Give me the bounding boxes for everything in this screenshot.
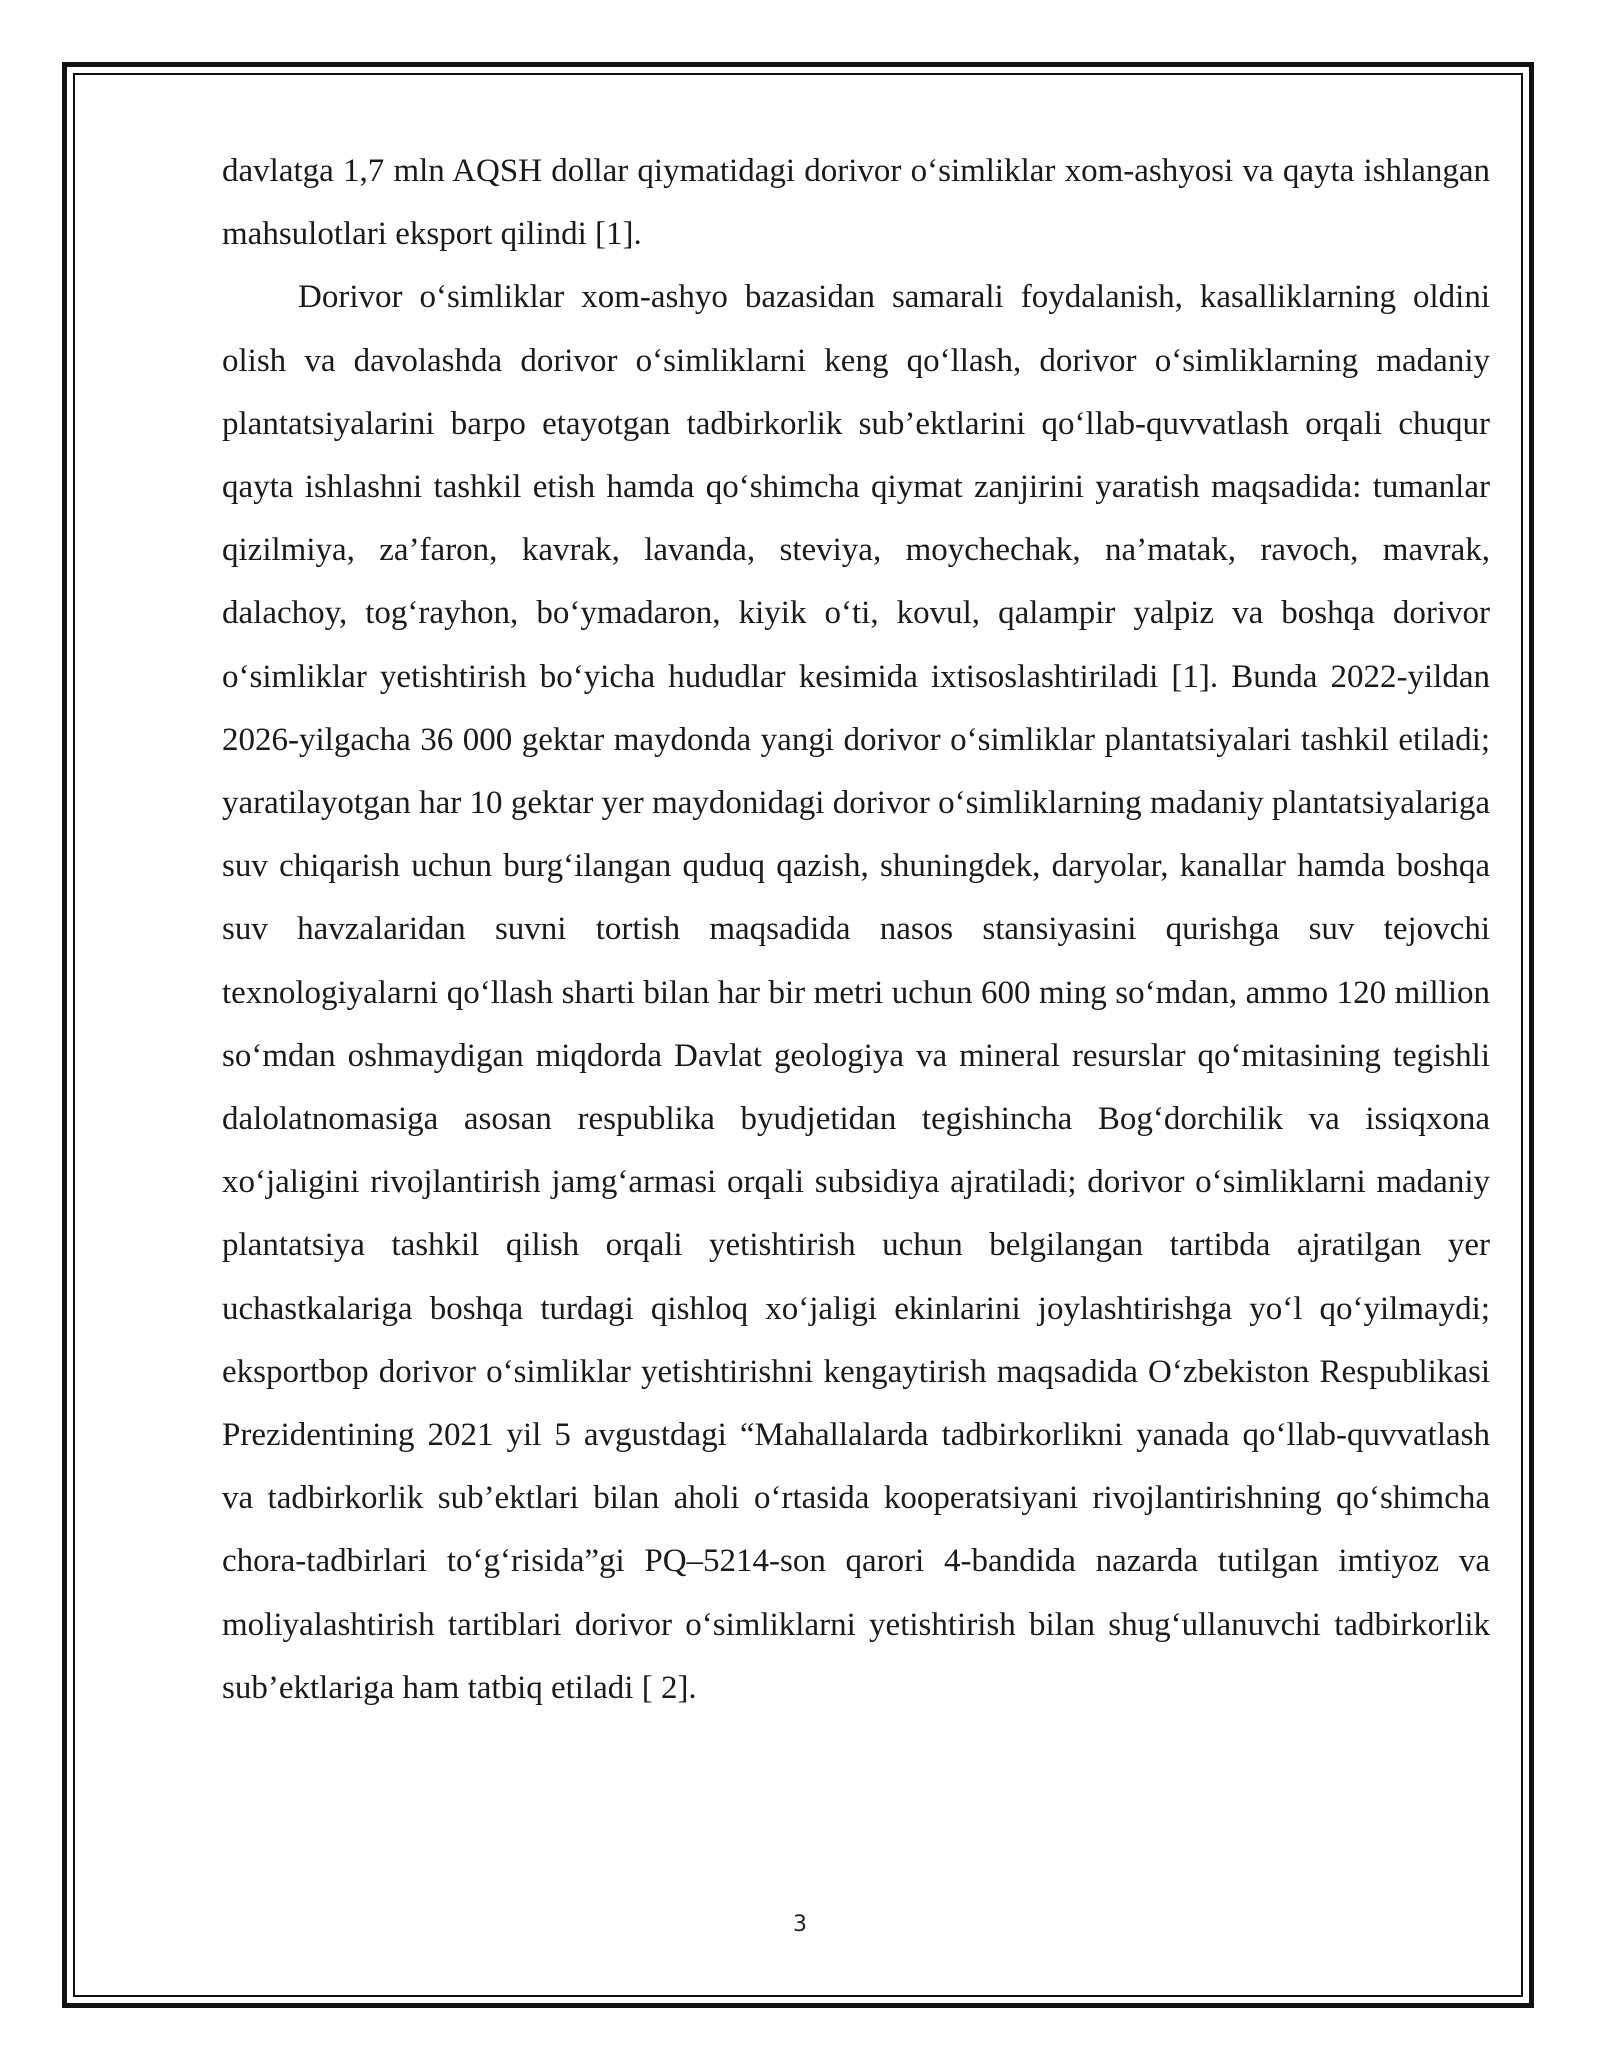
paragraph-export-summary: davlatga 1,7 mln AQSH dollar qiymatidagi dorivor o‘simliklar xom-ashyosi va qayta ishlangan mahsulotlari eksport qilindi [1]. bbox=[222, 153, 1490, 253]
document-body bbox=[222, 140, 1490, 1720]
page-number: 3 bbox=[793, 1912, 807, 1937]
paragraph-medicinal-plants: Dorivor o‘simliklar xom-ashyo bazasidan samarali foydalanish, kasalliklarning oldini olish va davolashda dorivor o‘simliklarni keng qo‘llash, dorivor o‘simliklarning madaniy plantatsiyalarini barpo etayotgan tadbirkorlik sub’ektlarini qo‘llab-quvvatlash orqali chuqur qayta ishlashni tashkil etish hamda qo‘shimcha qiymat zanjirini yaratish maqsadida: tumanlar qizilmiya, za’faron, kavrak, lavanda, steviya, moychechak, na’matak, ravoch, mavrak, dalachoy, tog‘rayhon, bo‘ymadaron, kiyik o‘ti, kovul, qalampir yalpiz va boshqa dorivor o‘simliklar yetishtirish bo‘yicha hududlar kesimida ixtisoslashtiriladi [1]. Bunda 2022-yildan 2026-yilgacha 36 000 gektar maydonda yangi dorivor o‘simliklar plantatsiyalari tashkil etiladi; yaratilayotgan har 10 gektar yer maydonidagi dorivor o‘simliklarning madaniy plantatsiyalariga suv chiqarish uchun burg‘ilangan quduq qazish, shuningdek, daryolar, kanallar hamda boshqa suv havzalaridan suvni tortish maqsadida nasos stansiyasini qurishga suv tejovchi texnologiyalarni qo‘llash sharti bilan har bir metri uchun 600 ming so‘mdan, ammo 120 million so‘mdan oshmaydigan miqdorda Davlat geologiya va mineral resurslar qo‘mitasining tegishli dalolatnomasiga asosan respublika byudjetidan tegishincha Bog‘dorchilik va issiqxona xo‘jaligini rivojlantirish jamg‘armasi orqali subsidiya ajratiladi; dorivor o‘simliklarni madaniy plantatsiya tashkil qilish orqali yetishtirish uchun belgilangan tartibda ajratilgan yer uchastkalariga boshqa turdagi qishloq xo‘jaligi ekinlarini joylashtirishga yo‘l qo‘yilmaydi; eksportbop dorivor o‘simliklar yetishtirishni kengaytirish maqsadida O‘zbekiston Respublikasi Prezidentining 2021 yil 5 avgustdagi “Mahallalarda tadbirkorlikni yanada qo‘llab-quvvatlash va tadbirkorlik sub’ektlari bilan aholi o‘rtasida kooperatsiyani rivojlantirishning qo‘shimcha chora-tadbirlari to‘g‘risida”gi PQ–5214-son qarori 4-bandida nazarda tutilgan imtiyoz va moliyalashtirish tartiblari dorivor o‘simliklarni yetishtirish bilan shug‘ullanuvchi tadbirkorlik sub’ektlariga ham tatbiq etiladi [ 2]. bbox=[222, 279, 1490, 1706]
